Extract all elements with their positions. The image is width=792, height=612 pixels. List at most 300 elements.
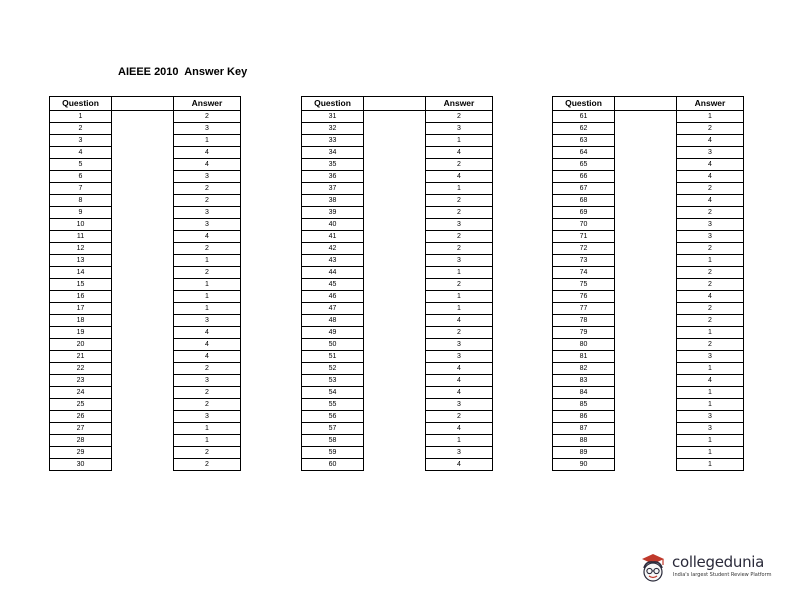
answer-cell: 3 [677,351,744,363]
question-number-cell: 66 [553,171,615,183]
question-number-cell: 1 [50,111,112,123]
blank-cell [112,459,174,471]
question-number-cell: 34 [302,147,364,159]
logo-wordmark: collegedunia [672,553,765,571]
blank-cell [364,255,426,267]
blank-cell [112,327,174,339]
answer-cell: 2 [677,243,744,255]
blank-cell [615,207,677,219]
question-number-cell: 59 [302,447,364,459]
blank-cell [364,267,426,279]
table-header-row [50,97,241,111]
blank-cell [364,399,426,411]
blank-cell [615,135,677,147]
question-number-cell: 39 [302,207,364,219]
table-row [553,255,744,267]
blank-cell [615,195,677,207]
blank-cell [364,195,426,207]
table-row [553,435,744,447]
blank-cell [615,387,677,399]
blank-cell [615,339,677,351]
answer-cell: 4 [174,231,241,243]
blank-header [112,97,174,111]
answer-cell: 4 [426,387,493,399]
table-row [50,291,241,303]
question-number-cell: 55 [302,399,364,411]
answer-cell: 2 [174,399,241,411]
blank-cell [112,363,174,375]
question-number-cell: 19 [50,327,112,339]
blank-header [615,97,677,111]
blank-cell [112,171,174,183]
blank-cell [364,387,426,399]
blank-cell [364,459,426,471]
question-number-cell: 61 [553,111,615,123]
answer-table-1 [49,96,241,471]
table-row [50,243,241,255]
table-row [50,303,241,315]
blank-cell [615,291,677,303]
answer-cell: 4 [677,375,744,387]
question-number-cell: 72 [553,243,615,255]
answer-cell: 3 [677,411,744,423]
answer-cell: 1 [677,255,744,267]
question-number-cell: 88 [553,435,615,447]
answer-cell: 3 [174,123,241,135]
question-number-cell: 14 [50,267,112,279]
answer-cell: 2 [426,327,493,339]
table-row [50,207,241,219]
blank-cell [615,171,677,183]
blank-cell [364,327,426,339]
question-number-cell: 86 [553,411,615,423]
table-row [50,219,241,231]
question-number-cell: 69 [553,207,615,219]
question-number-cell: 71 [553,231,615,243]
answer-cell: 2 [174,183,241,195]
blank-cell [112,231,174,243]
blank-cell [112,255,174,267]
blank-cell [112,147,174,159]
table-row [553,135,744,147]
question-number-cell: 2 [50,123,112,135]
question-number-cell: 63 [553,135,615,147]
question-number-cell: 81 [553,351,615,363]
blank-cell [615,327,677,339]
question-header: Question [553,97,615,111]
question-number-cell: 26 [50,411,112,423]
question-number-cell: 49 [302,327,364,339]
table-row [50,363,241,375]
blank-cell [112,411,174,423]
answer-cell: 1 [677,111,744,123]
answer-cell: 3 [677,219,744,231]
table-row [302,375,493,387]
question-number-cell: 24 [50,387,112,399]
table-row [553,147,744,159]
table-row [50,147,241,159]
answer-cell: 1 [426,291,493,303]
answer-cell: 1 [677,399,744,411]
blank-cell [364,123,426,135]
table-row [302,123,493,135]
answer-cell: 4 [426,315,493,327]
blank-cell [112,447,174,459]
blank-cell [364,219,426,231]
answer-cell: 2 [174,243,241,255]
question-number-cell: 48 [302,315,364,327]
blank-cell [364,111,426,123]
table-row [50,159,241,171]
table-row [553,387,744,399]
blank-cell [112,279,174,291]
table-row [553,339,744,351]
table-row [302,279,493,291]
question-number-cell: 83 [553,375,615,387]
blank-cell [615,219,677,231]
table-row [50,231,241,243]
table-row [553,195,744,207]
blank-cell [112,303,174,315]
question-number-cell: 21 [50,351,112,363]
table-row [302,327,493,339]
blank-cell [615,159,677,171]
blank-cell [364,243,426,255]
blank-cell [364,303,426,315]
table-row [50,387,241,399]
table-row [553,219,744,231]
answer-cell: 2 [677,267,744,279]
answer-cell: 3 [677,423,744,435]
table-row [553,351,744,363]
answer-cell: 2 [174,387,241,399]
answer-cell: 4 [174,351,241,363]
table-row [553,315,744,327]
answer-cell: 4 [677,159,744,171]
blank-cell [112,195,174,207]
table-row [553,171,744,183]
answer-cell: 3 [677,147,744,159]
question-number-cell: 62 [553,123,615,135]
answer-cell: 2 [677,303,744,315]
blank-cell [112,423,174,435]
table-row [302,447,493,459]
table-row [553,291,744,303]
question-number-cell: 53 [302,375,364,387]
blank-cell [615,147,677,159]
blank-cell [364,159,426,171]
table-row [302,243,493,255]
table-row [50,339,241,351]
answer-cell: 4 [677,135,744,147]
answer-cell: 3 [677,231,744,243]
table-row [50,375,241,387]
blank-cell [112,183,174,195]
question-number-cell: 15 [50,279,112,291]
table-row [302,171,493,183]
answer-cell: 1 [426,183,493,195]
answer-cell: 4 [426,171,493,183]
answer-cell: 4 [426,375,493,387]
blank-cell [615,435,677,447]
question-number-cell: 52 [302,363,364,375]
answer-cell: 4 [426,459,493,471]
question-number-cell: 13 [50,255,112,267]
question-number-cell: 90 [553,459,615,471]
table-row [553,111,744,123]
blank-cell [364,183,426,195]
table-row [50,399,241,411]
answer-cell: 3 [174,315,241,327]
question-number-cell: 67 [553,183,615,195]
question-number-cell: 23 [50,375,112,387]
blank-cell [615,111,677,123]
table-row [553,279,744,291]
table-row [50,171,241,183]
table-row [553,267,744,279]
question-number-cell: 57 [302,423,364,435]
graduate-mascot-icon [636,551,670,587]
table-row [553,411,744,423]
answer-cell: 4 [174,327,241,339]
table-row [553,231,744,243]
table-row [553,183,744,195]
question-number-cell: 58 [302,435,364,447]
blank-cell [615,351,677,363]
table-row [302,207,493,219]
question-number-cell: 60 [302,459,364,471]
question-number-cell: 68 [553,195,615,207]
blank-cell [364,147,426,159]
question-number-cell: 89 [553,447,615,459]
answer-cell: 1 [677,447,744,459]
table-body [50,111,241,471]
answer-header: Answer [426,97,493,111]
answer-cell: 1 [174,291,241,303]
answer-cell: 2 [174,447,241,459]
answer-cell: 3 [174,207,241,219]
question-number-cell: 73 [553,255,615,267]
question-number-cell: 33 [302,135,364,147]
table-row [50,183,241,195]
question-number-cell: 40 [302,219,364,231]
blank-cell [364,375,426,387]
answer-cell: 1 [174,135,241,147]
question-number-cell: 16 [50,291,112,303]
blank-cell [615,267,677,279]
answer-cell: 4 [174,339,241,351]
blank-cell [364,435,426,447]
question-number-cell: 37 [302,183,364,195]
table-row [302,195,493,207]
blank-cell [615,303,677,315]
blank-cell [112,219,174,231]
blank-cell [364,339,426,351]
table-row [302,435,493,447]
answer-cell: 2 [426,231,493,243]
blank-cell [112,135,174,147]
blank-cell [364,291,426,303]
blank-cell [112,399,174,411]
table-row [553,375,744,387]
answer-cell: 1 [677,387,744,399]
table-row [302,315,493,327]
answer-cell: 2 [174,459,241,471]
table-row [50,351,241,363]
blank-cell [615,363,677,375]
answer-cell: 1 [174,423,241,435]
answer-cell: 4 [677,195,744,207]
collegedunia-logo[interactable] [636,551,772,587]
blank-cell [112,351,174,363]
answer-cell: 2 [677,339,744,351]
answer-cell: 1 [677,435,744,447]
blank-cell [615,279,677,291]
table-row [50,315,241,327]
question-number-cell: 75 [553,279,615,291]
question-number-cell: 17 [50,303,112,315]
blank-cell [364,411,426,423]
table-row [302,291,493,303]
question-number-cell: 30 [50,459,112,471]
table-row [302,387,493,399]
table-row [302,231,493,243]
blank-cell [364,279,426,291]
question-number-cell: 82 [553,363,615,375]
table-row [553,243,744,255]
blank-cell [364,207,426,219]
table-row [50,111,241,123]
answer-cell: 2 [174,195,241,207]
answer-cell: 3 [426,123,493,135]
table-row [50,327,241,339]
answer-cell: 4 [174,147,241,159]
question-number-cell: 70 [553,219,615,231]
blank-cell [615,183,677,195]
question-number-cell: 25 [50,399,112,411]
table-row [553,423,744,435]
table-row [553,399,744,411]
table-row [302,147,493,159]
table-row [302,183,493,195]
blank-cell [364,171,426,183]
answer-cell: 2 [174,363,241,375]
table-header-row [553,97,744,111]
question-number-cell: 78 [553,315,615,327]
question-number-cell: 18 [50,315,112,327]
blank-cell [615,243,677,255]
table-body [553,111,744,471]
question-number-cell: 36 [302,171,364,183]
logo-tagline: India's largest Student Review Platform [673,572,772,578]
table-row [50,411,241,423]
answer-cell: 2 [174,111,241,123]
answer-cell: 3 [426,399,493,411]
answer-header: Answer [174,97,241,111]
answer-cell: 3 [426,447,493,459]
blank-cell [615,123,677,135]
answer-cell: 4 [426,423,493,435]
table-body [302,111,493,471]
blank-cell [364,135,426,147]
answer-cell: 2 [426,243,493,255]
answer-cell: 2 [174,267,241,279]
answer-cell: 1 [426,135,493,147]
table-row [553,303,744,315]
answer-cell: 4 [426,363,493,375]
blank-cell [364,351,426,363]
table-row [50,279,241,291]
table-row [553,459,744,471]
answer-table-3 [552,96,744,471]
blank-cell [112,315,174,327]
answer-cell: 2 [426,411,493,423]
answer-cell: 2 [426,279,493,291]
blank-cell [112,339,174,351]
blank-cell [364,423,426,435]
table-row [553,363,744,375]
table-row [50,267,241,279]
blank-cell [112,387,174,399]
question-number-cell: 27 [50,423,112,435]
question-number-cell: 28 [50,435,112,447]
table-row [302,159,493,171]
question-number-cell: 50 [302,339,364,351]
question-number-cell: 51 [302,351,364,363]
blank-cell [112,375,174,387]
answer-cell: 2 [677,123,744,135]
answer-cell: 2 [677,183,744,195]
question-number-cell: 12 [50,243,112,255]
table-row [302,339,493,351]
question-number-cell: 31 [302,111,364,123]
blank-cell [615,411,677,423]
table-row [302,219,493,231]
question-number-cell: 9 [50,207,112,219]
answer-cell: 4 [426,147,493,159]
answer-cell: 1 [174,435,241,447]
table-row [50,195,241,207]
question-number-cell: 5 [50,159,112,171]
blank-cell [615,459,677,471]
blank-cell [112,207,174,219]
answer-cell: 1 [677,459,744,471]
answer-cell: 3 [426,351,493,363]
question-number-cell: 35 [302,159,364,171]
blank-cell [615,231,677,243]
blank-cell [615,315,677,327]
blank-cell [364,315,426,327]
question-number-cell: 22 [50,363,112,375]
answer-cell: 3 [174,375,241,387]
question-number-cell: 6 [50,171,112,183]
blank-cell [112,159,174,171]
answer-header: Answer [677,97,744,111]
question-number-cell: 29 [50,447,112,459]
answer-cell: 2 [677,315,744,327]
answer-cell: 2 [426,195,493,207]
table-row [302,267,493,279]
blank-cell [112,267,174,279]
answer-cell: 3 [174,219,241,231]
answer-cell: 1 [677,363,744,375]
answer-cell: 2 [677,279,744,291]
table-row [553,123,744,135]
question-number-cell: 79 [553,327,615,339]
answer-cell: 1 [174,255,241,267]
answer-cell: 4 [677,171,744,183]
table-header-row [302,97,493,111]
